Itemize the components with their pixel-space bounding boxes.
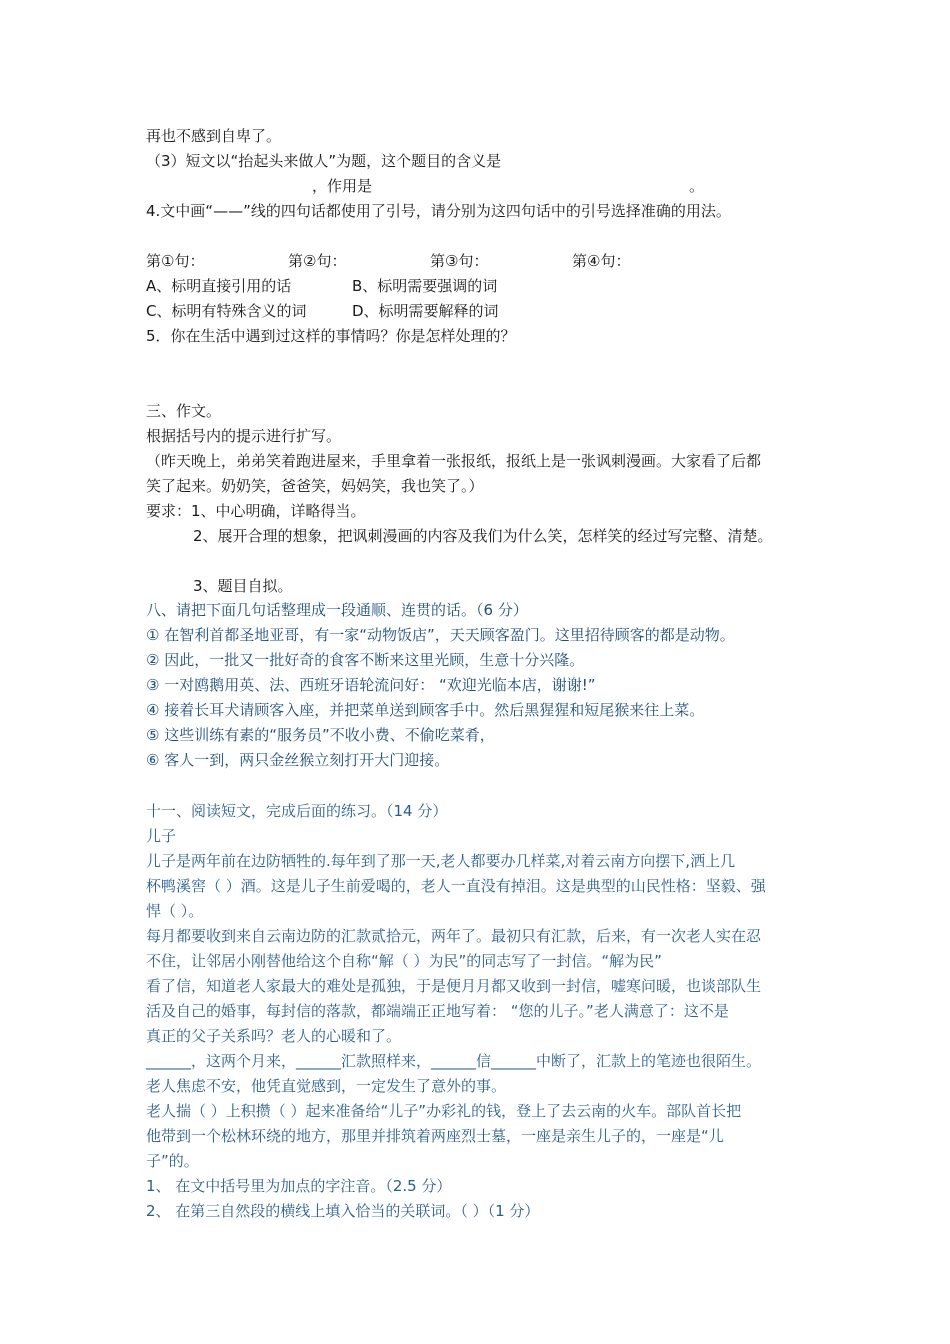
- paragraph-line: 悍（ ）。: [146, 902, 204, 920]
- paragraph-line: 活及自己的婚事，每封信的落款，都端端正正地写着： “您的儿子。”老人满意了：这不是: [146, 1002, 729, 1020]
- paragraph-line: 看了信，知道老人家最大的难处是孤独，于是便月月都又收到一封信，嘘寒问暖，也谈部队生: [146, 977, 762, 995]
- sentence-item: ⑥ 客人一到，两只金丝猴立刻打开大门迎接。: [146, 751, 450, 769]
- requirement-2: 2、展开合理的想象，把讽刺漫画的内容及我们为什么笑，怎样笑的经过写完整、清楚。: [193, 527, 773, 545]
- exercise-1: 1、 在文中括号里为加点的字注音。（2.5 分）: [146, 1177, 452, 1195]
- paragraph-line: 老人焦虑不安，他凭直觉感到，一定发生了意外的事。: [146, 1077, 507, 1095]
- paragraph-line: 他带到一个松林环绕的地方，那里并排筑着两座烈士墓，一座是亲生儿子的，一座是“儿: [146, 1127, 724, 1145]
- section-title-eleven: 十一、阅读短文，完成后面的练习。（14 分）: [146, 802, 448, 820]
- paragraph-line: 真正的父子关系吗？老人的心暖和了。: [146, 1027, 402, 1045]
- sentence-1-label: 第①句：: [146, 252, 205, 270]
- text-line: 再也不感到自卑了。: [146, 127, 282, 145]
- question-4: 4.文中画“——”线的四句话都使用了引号，请分别为这四句话中的引号选择准确的用法。: [146, 202, 731, 220]
- answer-blank-line: ，作用是: [312, 177, 373, 195]
- sentence-2-label: 第②句：: [288, 252, 347, 270]
- paragraph-line: 杯鸭溪窖（ ）酒。这是儿子生前爱喝的，老人一直没有掉泪。这是典型的山民性格：坚毅、强: [146, 877, 766, 895]
- requirement-1: 要求：1、中心明确，详略得当。: [146, 502, 366, 520]
- sentence-item: ④ 接着长耳犬请顾客入座，并把菜单送到顾客手中。然后黑猩猩和短尾猴来往上菜。: [146, 701, 705, 719]
- paragraph-line: ______，这两个月来，______汇款照样来，______信______中断了，汇款上的笔迹也很陌生。: [146, 1052, 762, 1070]
- paragraph-line: 儿子是两年前在边防牺牲的.每年到了那一天,老人都要办几样菜,对着云南方向摆下,洒上几: [146, 852, 736, 870]
- option-b: B、标明需要强调的词: [352, 277, 498, 295]
- story-title: 儿子: [146, 827, 177, 845]
- question-5: 5．你在生活中遇到过这样的事情吗？你是怎样处理的？: [146, 327, 516, 345]
- section-title-composition: 三、作文。: [146, 402, 222, 420]
- paragraph-line: 不住，让邻居小刚替他给这个自称“解（ ）为民”的同志写了一封信。“解为民”: [146, 952, 662, 970]
- option-d: D、标明需要解释的词: [352, 302, 499, 320]
- answer-end: 。: [689, 177, 705, 195]
- sentence-4-label: 第④句：: [572, 252, 631, 270]
- composition-hint-1: （昨天晚上，弟弟笑着跑进屋来，手里拿着一张报纸，报纸上是一张讽刺漫画。大家看了后都: [146, 452, 762, 470]
- section-title-eight: 八、请把下面几句话整理成一段通顺、连贯的话。（6 分）: [146, 601, 528, 619]
- sentence-3-label: 第③句：: [430, 252, 489, 270]
- paragraph-line: 每月都要收到来自云南边防的汇款贰拾元，两年了。最初只有汇款，后来，有一次老人实在忍: [146, 927, 762, 945]
- sentence-item: ① 在智利首都圣地亚哥，有一家“动物饭店”，天天顾客盈门。这里招待顾客的都是动物。: [146, 626, 735, 644]
- sentence-item: ② 因此，一批又一批好奇的食客不断来这里光顾，生意十分兴隆。: [146, 651, 585, 669]
- option-a: A、标明直接引用的话: [146, 277, 292, 295]
- paragraph-line: 老人揣（ ）上积攒（ ）起来准备给“儿子”办彩礼的钱，登上了去云南的火车。部队首长把: [146, 1102, 742, 1120]
- exercise-2: 2、 在第三自然段的横线上填入恰当的关联词。（ ）（1 分）: [146, 1202, 540, 1220]
- composition-hint-2: 笑了起来。奶奶笑，爸爸笑，妈妈笑，我也笑了。）: [146, 477, 484, 495]
- sentence-item: ⑤ 这些训练有素的“服务员”不收小费、不偷吃菜肴，: [146, 726, 495, 744]
- sentence-item: ③ 一对鸥鹅用英、法、西班牙语轮流问好： “欢迎光临本店，谢谢!”: [146, 676, 596, 694]
- option-c: C、标明有特殊含义的词: [146, 302, 307, 320]
- paragraph-line: 子”的。: [146, 1152, 199, 1170]
- composition-prompt: 根据括号内的提示进行扩写。: [146, 427, 342, 445]
- requirement-3: 3、题目自拟。: [193, 577, 293, 595]
- question-3: （3）短文以“抬起头来做人”为题，这个题目的含义是: [146, 152, 502, 170]
